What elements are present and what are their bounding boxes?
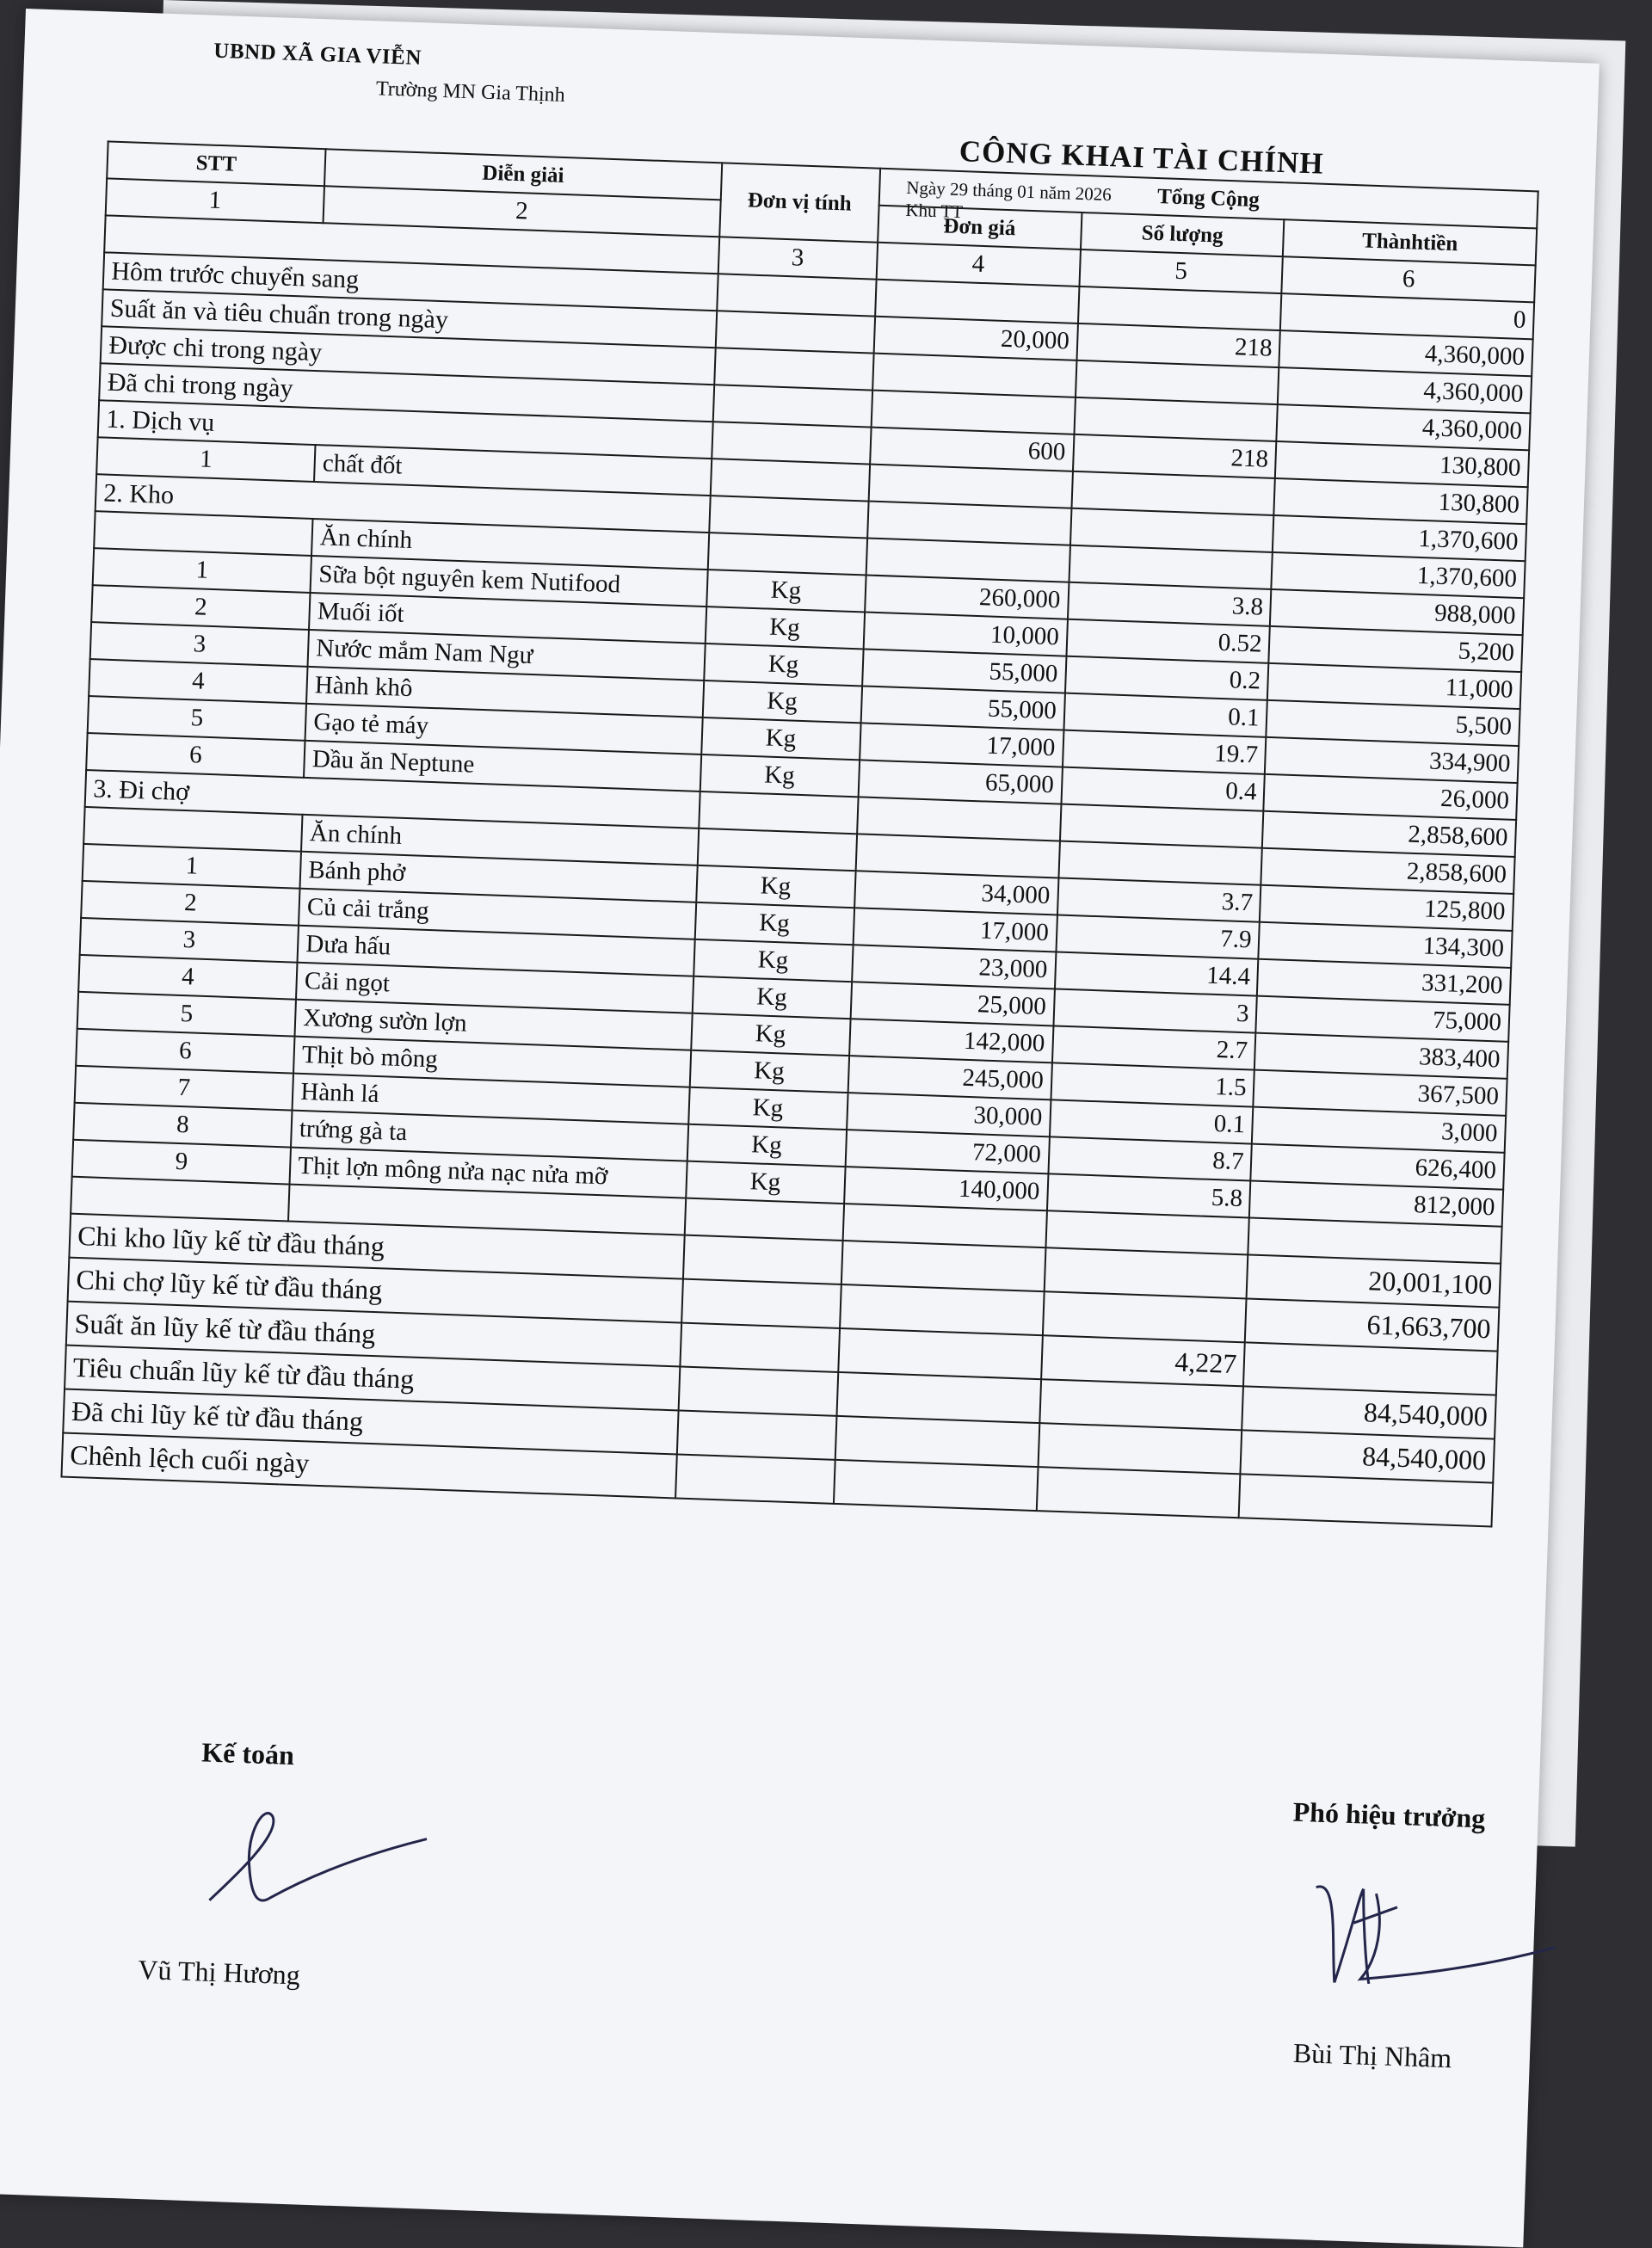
accountant-title: Kế toán xyxy=(200,1736,295,1771)
item-price: 140,000 xyxy=(844,1167,1048,1210)
total-label: Đã chi lũy kế từ đầu tháng xyxy=(63,1389,678,1455)
item-quantity: 0.1 xyxy=(1063,693,1267,737)
item-unit: Kg xyxy=(705,607,865,649)
item-quantity: 3.8 xyxy=(1068,582,1272,626)
header-price: Đơn giá xyxy=(878,206,1082,249)
item-stt: 3 xyxy=(80,918,299,963)
section-label-kho: 2. Kho xyxy=(96,474,711,533)
item-quantity: 1.5 xyxy=(1051,1062,1254,1106)
item-amount: 5,500 xyxy=(1267,700,1520,746)
item-stt: 9 xyxy=(72,1140,292,1185)
section-label-service: 1. Dịch vụ xyxy=(98,400,713,459)
total-quantity xyxy=(1044,1247,1248,1298)
total-label: Chi kho lũy kế từ đầu tháng xyxy=(69,1214,684,1279)
total-label: Chênh lệch cuối ngày xyxy=(61,1433,676,1499)
blank-cell xyxy=(840,1284,1045,1335)
summary-label: Hôm trước chuyển sang xyxy=(103,252,718,311)
organization-name: UBND XÃ GIA VIỄN xyxy=(213,39,422,71)
total-label: Chi chợ lũy kế từ đầu tháng xyxy=(68,1258,683,1323)
service-quantity: 218 xyxy=(1073,434,1277,478)
item-unit: Kg xyxy=(701,718,861,760)
blank-cell xyxy=(680,1323,840,1372)
col-number-5: 5 xyxy=(1079,249,1283,293)
item-name: Dầu ăn Neptune xyxy=(304,741,701,791)
item-stt: 5 xyxy=(77,992,297,1037)
item-price: 10,000 xyxy=(863,612,1067,656)
service-amount: 130,800 xyxy=(1275,441,1529,487)
item-name: Muối iốt xyxy=(309,593,706,644)
item-amount: 331,200 xyxy=(1257,959,1511,1005)
item-quantity: 14.4 xyxy=(1055,952,1259,995)
total-amount xyxy=(1239,1474,1493,1526)
accountant-signature xyxy=(175,1795,437,1925)
item-stt: 6 xyxy=(86,733,305,778)
item-stt: 2 xyxy=(81,881,300,926)
item-amount: 130,800 xyxy=(1274,478,1528,524)
financial-report-sheet xyxy=(0,9,1600,2247)
blank-cell xyxy=(709,496,869,538)
item-quantity: 7.9 xyxy=(1056,915,1260,958)
header-left xyxy=(213,40,567,108)
header-description: Diễn giải xyxy=(324,149,722,200)
blank-cell xyxy=(841,1241,1045,1291)
vice-principal-name: Bùi Thị Nhâm xyxy=(1292,2036,1452,2074)
col-number-2: 2 xyxy=(324,186,721,237)
item-amount: 383,400 xyxy=(1254,1033,1508,1079)
item-unit: Kg xyxy=(688,1087,848,1130)
item-amount: 3,000 xyxy=(1252,1107,1506,1153)
section-amount-kho: 1,370,600 xyxy=(1273,515,1526,561)
col-number-6: 6 xyxy=(1282,256,1536,302)
accountant-name: Vũ Thị Hương xyxy=(137,1953,301,1991)
blank-cell xyxy=(715,311,875,353)
item-name: Nước mắm Nam Ngư xyxy=(308,630,706,681)
item-amount: 134,300 xyxy=(1259,922,1513,968)
item-unit: Kg xyxy=(694,902,854,945)
item-price: 17,000 xyxy=(853,908,1057,952)
item-price: 65,000 xyxy=(858,760,1062,804)
item-quantity: 0.1 xyxy=(1050,1099,1254,1143)
total-quantity xyxy=(1036,1467,1241,1518)
item-stt: 6 xyxy=(76,1029,295,1074)
item-stt: 2 xyxy=(91,585,311,630)
item-quantity: 3.7 xyxy=(1057,878,1261,921)
group-label: Ăn chính xyxy=(301,815,699,865)
item-price: 34,000 xyxy=(854,871,1058,915)
item-quantity: 19.7 xyxy=(1063,730,1267,774)
blank-cell xyxy=(684,1198,844,1241)
header-total: Tổng Cộng xyxy=(878,169,1538,229)
service-price: 600 xyxy=(870,428,1074,471)
item-name: chất đốt xyxy=(314,445,712,496)
total-amount: 20,001,100 xyxy=(1247,1254,1501,1307)
report-date: Ngày 29 tháng 01 năm 2026 xyxy=(905,176,1113,206)
group-label: Ăn chính xyxy=(311,519,709,570)
group-amount: 1,370,600 xyxy=(1272,552,1526,598)
item-price: 55,000 xyxy=(860,686,1064,730)
item-stt: 1 xyxy=(83,844,302,889)
item-price: 245,000 xyxy=(848,1056,1051,1099)
vice-principal-signature xyxy=(1299,1869,1562,2007)
school-name: Trường MN Gia Thịnh xyxy=(375,77,566,107)
item-amount: 75,000 xyxy=(1256,996,1510,1042)
total-quantity: 4,227 xyxy=(1041,1335,1246,1386)
item-name: Củ cải trắng xyxy=(299,889,696,939)
item-unit: Kg xyxy=(706,570,866,612)
section-label-market: 3. Đi chợ xyxy=(85,770,700,828)
blank-cell xyxy=(834,1460,1039,1511)
total-label: Suất ăn lũy kế từ đầu tháng xyxy=(66,1302,681,1367)
item-unit: Kg xyxy=(702,681,862,723)
item-quantity: 0.4 xyxy=(1061,767,1265,811)
item-unit: Kg xyxy=(700,754,860,797)
summary-amount: 4,360,000 xyxy=(1279,330,1533,376)
item-price: 72,000 xyxy=(845,1130,1049,1173)
header-unit: Đơn vị tính xyxy=(719,163,880,242)
item-stt: 1 xyxy=(96,437,316,482)
total-amount: 84,540,000 xyxy=(1241,1430,1495,1482)
item-stt: 1 xyxy=(93,548,312,593)
group-amount: 2,858,600 xyxy=(1261,848,1515,894)
item-quantity: 3 xyxy=(1053,989,1257,1032)
item-price: 23,000 xyxy=(852,945,1056,989)
col-number-4: 4 xyxy=(876,243,1080,286)
item-name: Sữa bột nguyên kem Nutifood xyxy=(311,556,708,607)
blank-cell xyxy=(699,791,859,834)
summary-price: 20,000 xyxy=(873,317,1077,360)
finance-table-body xyxy=(61,141,1538,1526)
item-quantity: 8.7 xyxy=(1048,1136,1252,1180)
total-quantity xyxy=(1039,1379,1244,1430)
item-unit: Kg xyxy=(693,939,854,982)
item-amount: 367,500 xyxy=(1254,1070,1507,1116)
blank-cell xyxy=(712,422,872,464)
item-amount: 626,400 xyxy=(1251,1144,1505,1190)
blank-cell xyxy=(675,1454,835,1503)
header-quantity: Số lượng xyxy=(1081,212,1285,256)
item-stt: 4 xyxy=(89,659,308,704)
summary-label: Được chi trong ngày xyxy=(101,326,716,385)
item-amount: 5,200 xyxy=(1269,626,1523,672)
item-name: Cải ngọt xyxy=(296,963,693,1013)
item-price: 55,000 xyxy=(862,649,1066,693)
total-label: Tiêu chuẩn lũy kế từ đầu tháng xyxy=(65,1346,680,1411)
item-unit: Kg xyxy=(687,1124,847,1167)
item-name: Bánh phở xyxy=(300,852,698,902)
blank-cell xyxy=(676,1410,836,1459)
item-price: 142,000 xyxy=(849,1019,1053,1062)
report-title: CÔNG KHAI TÀI CHÍNH xyxy=(959,133,1325,181)
item-name: Xương sườn lợn xyxy=(295,1000,693,1050)
total-quantity xyxy=(1038,1423,1242,1474)
item-amount: 812,000 xyxy=(1249,1181,1503,1227)
item-amount: 988,000 xyxy=(1270,589,1524,635)
blank-cell xyxy=(836,1372,1041,1423)
summary-amount: 0 xyxy=(1280,293,1534,339)
item-quantity: 0.52 xyxy=(1066,619,1270,663)
item-quantity: 0.2 xyxy=(1065,656,1269,700)
item-name: Hành khô xyxy=(306,667,704,718)
total-amount: 61,663,700 xyxy=(1245,1298,1499,1351)
item-stt: 8 xyxy=(73,1103,293,1148)
item-name: Thịt bò mông xyxy=(293,1037,691,1087)
summary-amount: 4,360,000 xyxy=(1278,367,1532,413)
item-stt: 7 xyxy=(75,1066,294,1111)
blank-cell xyxy=(707,533,867,575)
item-stt: 3 xyxy=(90,622,310,667)
summary-quantity: 218 xyxy=(1076,323,1280,367)
blank-cell xyxy=(838,1328,1043,1379)
col-number-1: 1 xyxy=(106,178,325,223)
item-name: Dưa hấu xyxy=(298,926,695,976)
summary-amount: 4,360,000 xyxy=(1277,404,1531,450)
item-price: 260,000 xyxy=(865,575,1069,619)
summary-label: Đã chi trong ngày xyxy=(99,363,714,422)
blank-cell xyxy=(717,274,877,316)
item-price: 30,000 xyxy=(847,1093,1051,1136)
item-unit: Kg xyxy=(686,1161,846,1204)
item-name: Hành lá xyxy=(293,1074,690,1124)
blank-cell xyxy=(697,828,857,871)
item-amount: 26,000 xyxy=(1264,774,1518,820)
total-amount: 84,540,000 xyxy=(1242,1386,1496,1438)
section-amount-market: 2,858,600 xyxy=(1262,811,1516,857)
item-price: 25,000 xyxy=(850,982,1054,1025)
item-name: Gạo tẻ máy xyxy=(305,704,703,754)
item-unit: Kg xyxy=(704,644,864,686)
item-unit: Kg xyxy=(691,1013,851,1056)
item-stt: 4 xyxy=(78,955,298,1000)
item-quantity: 2.7 xyxy=(1052,1025,1256,1069)
blank-cell xyxy=(712,385,872,427)
blank-cell xyxy=(835,1416,1039,1467)
blank-cell xyxy=(678,1366,838,1415)
vice-principal-title: Phó hiệu trưởng xyxy=(1292,1795,1486,1834)
item-amount: 125,800 xyxy=(1260,885,1513,931)
col-number-3: 3 xyxy=(718,237,878,279)
blank-cell xyxy=(714,348,874,390)
finance-table xyxy=(60,140,1538,1527)
item-quantity: 5.8 xyxy=(1047,1173,1251,1217)
item-name: Thịt lợn mông nửa nạc nửa mỡ xyxy=(290,1148,687,1198)
item-amount: 334,900 xyxy=(1265,737,1519,783)
header-amount: Thànhtiền xyxy=(1283,219,1537,265)
item-amount: 11,000 xyxy=(1267,663,1521,709)
blank-cell xyxy=(681,1279,841,1328)
item-unit: Kg xyxy=(689,1050,849,1093)
item-stt: 5 xyxy=(88,696,307,741)
header-stt: STT xyxy=(107,141,326,186)
blank-cell xyxy=(682,1235,842,1284)
item-price: 17,000 xyxy=(860,723,1063,767)
item-name: trứng gà ta xyxy=(291,1111,688,1161)
summary-label: Suất ăn và tiêu chuẩn trong ngày xyxy=(102,289,717,348)
item-unit: Kg xyxy=(696,865,856,908)
report-area: Khu TT xyxy=(905,199,964,223)
blank-cell xyxy=(710,459,870,501)
total-quantity xyxy=(1042,1291,1247,1342)
item-unit: Kg xyxy=(692,976,852,1019)
